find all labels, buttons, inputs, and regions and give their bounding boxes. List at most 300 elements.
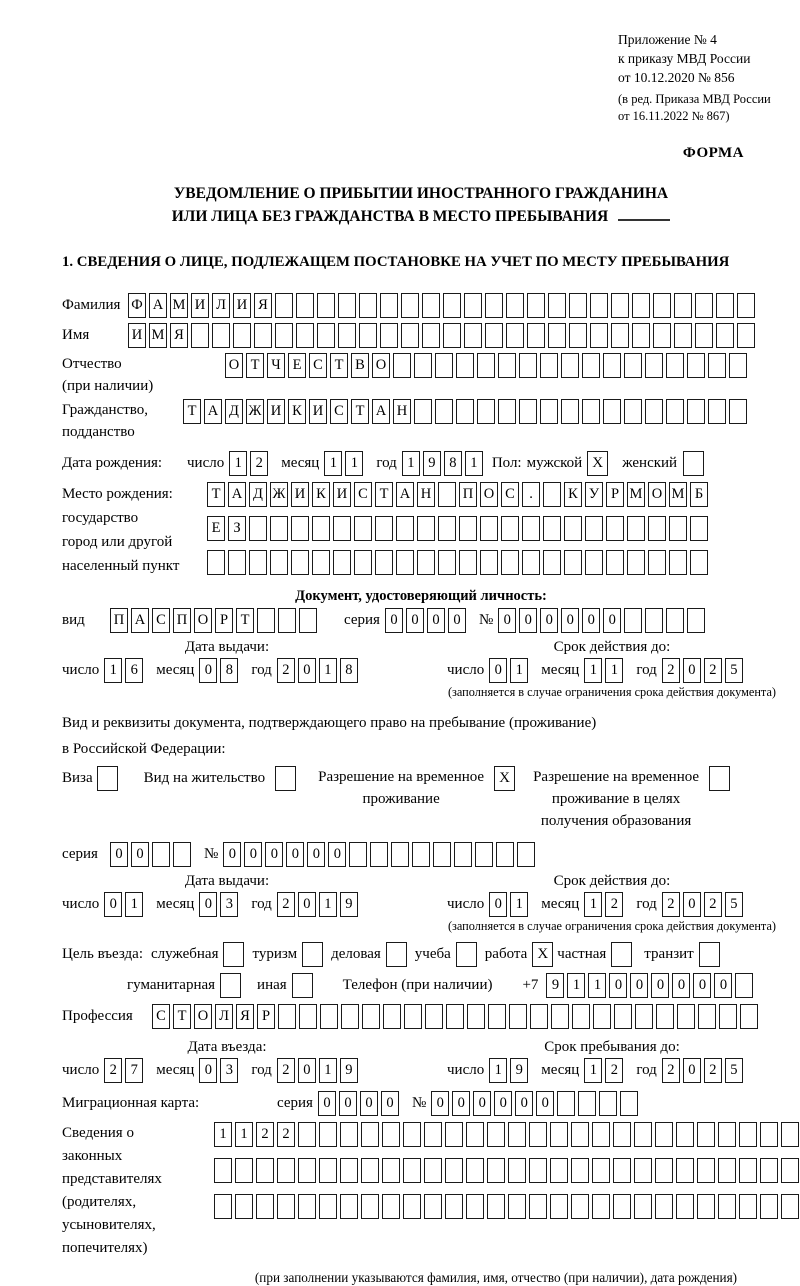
- char-cell[interactable]: 0: [540, 608, 558, 633]
- residence-permit-checkbox[interactable]: [275, 766, 296, 791]
- char-cell[interactable]: С: [152, 1004, 170, 1029]
- char-cell[interactable]: [656, 1004, 674, 1029]
- char-cell[interactable]: [496, 842, 514, 867]
- sex-male-checkbox[interactable]: X: [587, 451, 608, 476]
- char-cell[interactable]: [256, 1158, 274, 1183]
- char-cell[interactable]: [338, 323, 356, 348]
- char-cell[interactable]: [414, 353, 432, 378]
- char-cell[interactable]: А: [149, 293, 167, 318]
- char-cell[interactable]: [540, 399, 558, 424]
- char-cell[interactable]: О: [648, 482, 666, 507]
- char-cell[interactable]: [299, 608, 317, 633]
- char-cell[interactable]: [464, 293, 482, 318]
- doc-issue-day-input[interactable]: [104, 658, 146, 683]
- char-cell[interactable]: [582, 353, 600, 378]
- char-cell[interactable]: 0: [199, 892, 217, 917]
- char-cell[interactable]: 2: [277, 1058, 295, 1083]
- char-cell[interactable]: [529, 1194, 547, 1219]
- char-cell[interactable]: [624, 399, 642, 424]
- char-cell[interactable]: [435, 353, 453, 378]
- char-cell[interactable]: 1: [402, 451, 420, 476]
- char-cell[interactable]: [687, 608, 705, 633]
- char-cell[interactable]: 1: [584, 658, 602, 683]
- char-cell[interactable]: 2: [704, 658, 722, 683]
- char-cell[interactable]: [298, 1158, 316, 1183]
- char-cell[interactable]: [466, 1158, 484, 1183]
- char-cell[interactable]: А: [396, 482, 414, 507]
- char-cell[interactable]: [256, 1194, 274, 1219]
- char-cell[interactable]: [425, 1004, 443, 1029]
- char-cell[interactable]: В: [351, 353, 369, 378]
- char-cell[interactable]: [519, 353, 537, 378]
- char-cell[interactable]: К: [288, 399, 306, 424]
- char-cell[interactable]: [606, 550, 624, 575]
- char-cell[interactable]: [557, 1091, 575, 1116]
- char-cell[interactable]: [666, 399, 684, 424]
- char-cell[interactable]: 0: [298, 1058, 316, 1083]
- char-cell[interactable]: 1: [584, 892, 602, 917]
- char-cell[interactable]: [438, 516, 456, 541]
- birth-place-row1-input[interactable]: [207, 482, 711, 507]
- char-cell[interactable]: [214, 1158, 232, 1183]
- char-cell[interactable]: 0: [519, 608, 537, 633]
- char-cell[interactable]: 0: [515, 1091, 533, 1116]
- char-cell[interactable]: [501, 550, 519, 575]
- char-cell[interactable]: 1: [584, 1058, 602, 1083]
- char-cell[interactable]: П: [459, 482, 477, 507]
- char-cell[interactable]: [572, 1004, 590, 1029]
- char-cell[interactable]: А: [228, 482, 246, 507]
- char-cell[interactable]: [697, 1158, 715, 1183]
- char-cell[interactable]: 9: [510, 1058, 528, 1083]
- char-cell[interactable]: 0: [318, 1091, 336, 1116]
- char-cell[interactable]: 0: [561, 608, 579, 633]
- char-cell[interactable]: [396, 516, 414, 541]
- char-cell[interactable]: [590, 323, 608, 348]
- char-cell[interactable]: 1: [588, 973, 606, 998]
- char-cell[interactable]: [585, 516, 603, 541]
- char-cell[interactable]: [603, 353, 621, 378]
- visa-checkbox[interactable]: [97, 766, 118, 791]
- char-cell[interactable]: [611, 323, 629, 348]
- char-cell[interactable]: 0: [298, 892, 316, 917]
- char-cell[interactable]: [529, 1122, 547, 1147]
- char-cell[interactable]: [291, 550, 309, 575]
- char-cell[interactable]: [506, 293, 524, 318]
- char-cell[interactable]: 0: [683, 892, 701, 917]
- char-cell[interactable]: С: [330, 399, 348, 424]
- char-cell[interactable]: Т: [375, 482, 393, 507]
- char-cell[interactable]: [319, 1122, 337, 1147]
- char-cell[interactable]: 3: [220, 892, 238, 917]
- char-cell[interactable]: Р: [606, 482, 624, 507]
- doc-kind-input[interactable]: [110, 608, 320, 633]
- char-cell[interactable]: [362, 1004, 380, 1029]
- char-cell[interactable]: [666, 608, 684, 633]
- char-cell[interactable]: [317, 323, 335, 348]
- char-cell[interactable]: 0: [223, 842, 241, 867]
- char-cell[interactable]: У: [585, 482, 603, 507]
- permit-expiry-month-input[interactable]: [584, 892, 626, 917]
- representatives-row2-input[interactable]: [214, 1158, 800, 1183]
- char-cell[interactable]: [435, 399, 453, 424]
- char-cell[interactable]: 9: [340, 1058, 358, 1083]
- char-cell[interactable]: [564, 550, 582, 575]
- char-cell[interactable]: [340, 1194, 358, 1219]
- char-cell[interactable]: [422, 293, 440, 318]
- char-cell[interactable]: [719, 1004, 737, 1029]
- char-cell[interactable]: [634, 1158, 652, 1183]
- char-cell[interactable]: [299, 1004, 317, 1029]
- edu-permit-checkbox[interactable]: [709, 766, 730, 791]
- char-cell[interactable]: 5: [725, 892, 743, 917]
- char-cell[interactable]: [333, 550, 351, 575]
- char-cell[interactable]: 0: [693, 973, 711, 998]
- char-cell[interactable]: 1: [605, 658, 623, 683]
- char-cell[interactable]: 2: [277, 658, 295, 683]
- char-cell[interactable]: [424, 1194, 442, 1219]
- doc-issue-year-input[interactable]: [277, 658, 361, 683]
- char-cell[interactable]: Т: [351, 399, 369, 424]
- char-cell[interactable]: 0: [683, 658, 701, 683]
- char-cell[interactable]: [319, 1158, 337, 1183]
- char-cell[interactable]: [729, 353, 747, 378]
- char-cell[interactable]: [599, 1091, 617, 1116]
- purpose-business-checkbox[interactable]: [386, 942, 407, 967]
- char-cell[interactable]: Я: [170, 323, 188, 348]
- char-cell[interactable]: [349, 842, 367, 867]
- char-cell[interactable]: 1: [125, 892, 143, 917]
- char-cell[interactable]: 9: [546, 973, 564, 998]
- char-cell[interactable]: Н: [393, 399, 411, 424]
- char-cell[interactable]: [624, 353, 642, 378]
- char-cell[interactable]: [674, 323, 692, 348]
- char-cell[interactable]: [634, 1194, 652, 1219]
- char-cell[interactable]: [433, 842, 451, 867]
- char-cell[interactable]: [396, 550, 414, 575]
- char-cell[interactable]: [551, 1004, 569, 1029]
- char-cell[interactable]: Б: [690, 482, 708, 507]
- char-cell[interactable]: [333, 516, 351, 541]
- char-cell[interactable]: [464, 323, 482, 348]
- char-cell[interactable]: [645, 608, 663, 633]
- char-cell[interactable]: [571, 1158, 589, 1183]
- char-cell[interactable]: [569, 323, 587, 348]
- phone-input[interactable]: [546, 973, 756, 998]
- char-cell[interactable]: 1: [229, 451, 247, 476]
- char-cell[interactable]: [375, 516, 393, 541]
- char-cell[interactable]: И: [128, 323, 146, 348]
- char-cell[interactable]: Д: [249, 482, 267, 507]
- char-cell[interactable]: [361, 1194, 379, 1219]
- char-cell[interactable]: [278, 608, 296, 633]
- char-cell[interactable]: [674, 293, 692, 318]
- char-cell[interactable]: 0: [498, 608, 516, 633]
- char-cell[interactable]: 1: [235, 1122, 253, 1147]
- char-cell[interactable]: 2: [662, 892, 680, 917]
- char-cell[interactable]: [561, 399, 579, 424]
- char-cell[interactable]: Ж: [246, 399, 264, 424]
- char-cell[interactable]: [278, 1004, 296, 1029]
- char-cell[interactable]: Т: [173, 1004, 191, 1029]
- char-cell[interactable]: [540, 353, 558, 378]
- char-cell[interactable]: [718, 1158, 736, 1183]
- char-cell[interactable]: [361, 1158, 379, 1183]
- char-cell[interactable]: 0: [131, 842, 149, 867]
- char-cell[interactable]: 0: [406, 608, 424, 633]
- char-cell[interactable]: А: [131, 608, 149, 633]
- given-name-input[interactable]: [128, 323, 758, 348]
- char-cell[interactable]: [480, 516, 498, 541]
- char-cell[interactable]: [760, 1194, 778, 1219]
- char-cell[interactable]: [781, 1194, 799, 1219]
- char-cell[interactable]: 0: [110, 842, 128, 867]
- char-cell[interactable]: [606, 516, 624, 541]
- char-cell[interactable]: [614, 1004, 632, 1029]
- char-cell[interactable]: К: [564, 482, 582, 507]
- char-cell[interactable]: [382, 1158, 400, 1183]
- char-cell[interactable]: Т: [246, 353, 264, 378]
- char-cell[interactable]: 6: [125, 658, 143, 683]
- char-cell[interactable]: [445, 1122, 463, 1147]
- char-cell[interactable]: [781, 1158, 799, 1183]
- char-cell[interactable]: 0: [489, 892, 507, 917]
- stay-day-input[interactable]: [489, 1058, 531, 1083]
- char-cell[interactable]: [477, 399, 495, 424]
- char-cell[interactable]: 1: [489, 1058, 507, 1083]
- char-cell[interactable]: [445, 1194, 463, 1219]
- char-cell[interactable]: [417, 550, 435, 575]
- permit-number-input[interactable]: [223, 842, 538, 867]
- doc-expiry-year-input[interactable]: [662, 658, 746, 683]
- doc-number-input[interactable]: [498, 608, 708, 633]
- char-cell[interactable]: 0: [339, 1091, 357, 1116]
- char-cell[interactable]: [459, 516, 477, 541]
- char-cell[interactable]: [312, 516, 330, 541]
- char-cell[interactable]: [370, 842, 388, 867]
- migration-series-input[interactable]: [318, 1091, 402, 1116]
- char-cell[interactable]: [737, 323, 755, 348]
- char-cell[interactable]: [530, 1004, 548, 1029]
- char-cell[interactable]: О: [225, 353, 243, 378]
- temp-permit-checkbox[interactable]: X: [494, 766, 515, 791]
- char-cell[interactable]: 0: [489, 658, 507, 683]
- char-cell[interactable]: Ж: [270, 482, 288, 507]
- char-cell[interactable]: [466, 1122, 484, 1147]
- char-cell[interactable]: Е: [207, 516, 225, 541]
- char-cell[interactable]: [249, 516, 267, 541]
- char-cell[interactable]: [456, 399, 474, 424]
- char-cell[interactable]: [578, 1091, 596, 1116]
- char-cell[interactable]: [740, 1004, 758, 1029]
- char-cell[interactable]: [739, 1194, 757, 1219]
- char-cell[interactable]: [548, 323, 566, 348]
- char-cell[interactable]: И: [267, 399, 285, 424]
- char-cell[interactable]: 1: [510, 892, 528, 917]
- char-cell[interactable]: [735, 973, 753, 998]
- permit-issue-month-input[interactable]: [199, 892, 241, 917]
- char-cell[interactable]: [443, 293, 461, 318]
- char-cell[interactable]: [676, 1122, 694, 1147]
- char-cell[interactable]: [424, 1158, 442, 1183]
- char-cell[interactable]: [739, 1122, 757, 1147]
- char-cell[interactable]: Т: [236, 608, 254, 633]
- char-cell[interactable]: [517, 842, 535, 867]
- char-cell[interactable]: 1: [567, 973, 585, 998]
- char-cell[interactable]: 2: [704, 1058, 722, 1083]
- purpose-study-checkbox[interactable]: [456, 942, 477, 967]
- char-cell[interactable]: [627, 550, 645, 575]
- entry-month-input[interactable]: [199, 1058, 241, 1083]
- char-cell[interactable]: [498, 399, 516, 424]
- doc-expiry-day-input[interactable]: [489, 658, 531, 683]
- char-cell[interactable]: 1: [345, 451, 363, 476]
- char-cell[interactable]: [270, 516, 288, 541]
- char-cell[interactable]: [695, 323, 713, 348]
- char-cell[interactable]: 0: [609, 973, 627, 998]
- patronymic-input[interactable]: [225, 353, 750, 378]
- char-cell[interactable]: С: [354, 482, 372, 507]
- char-cell[interactable]: 0: [582, 608, 600, 633]
- char-cell[interactable]: [277, 1194, 295, 1219]
- char-cell[interactable]: 1: [319, 892, 337, 917]
- char-cell[interactable]: [275, 323, 293, 348]
- char-cell[interactable]: [603, 399, 621, 424]
- char-cell[interactable]: 2: [277, 1122, 295, 1147]
- purpose-tourism-checkbox[interactable]: [302, 942, 323, 967]
- char-cell[interactable]: [291, 516, 309, 541]
- char-cell[interactable]: А: [372, 399, 390, 424]
- char-cell[interactable]: П: [173, 608, 191, 633]
- char-cell[interactable]: 2: [605, 892, 623, 917]
- char-cell[interactable]: [653, 293, 671, 318]
- char-cell[interactable]: [698, 1004, 716, 1029]
- char-cell[interactable]: 0: [672, 973, 690, 998]
- char-cell[interactable]: [669, 550, 687, 575]
- char-cell[interactable]: [361, 1122, 379, 1147]
- char-cell[interactable]: 2: [277, 892, 295, 917]
- char-cell[interactable]: 0: [714, 973, 732, 998]
- char-cell[interactable]: 8: [220, 658, 238, 683]
- char-cell[interactable]: .: [522, 482, 540, 507]
- char-cell[interactable]: 0: [244, 842, 262, 867]
- permit-issue-day-input[interactable]: [104, 892, 146, 917]
- char-cell[interactable]: И: [333, 482, 351, 507]
- char-cell[interactable]: [422, 323, 440, 348]
- char-cell[interactable]: [613, 1122, 631, 1147]
- char-cell[interactable]: Л: [212, 293, 230, 318]
- char-cell[interactable]: С: [501, 482, 519, 507]
- char-cell[interactable]: 0: [494, 1091, 512, 1116]
- char-cell[interactable]: [501, 516, 519, 541]
- char-cell[interactable]: [508, 1158, 526, 1183]
- char-cell[interactable]: [548, 293, 566, 318]
- surname-input[interactable]: [128, 293, 758, 318]
- purpose-other-checkbox[interactable]: [292, 973, 313, 998]
- char-cell[interactable]: [632, 323, 650, 348]
- char-cell[interactable]: 0: [473, 1091, 491, 1116]
- char-cell[interactable]: 2: [605, 1058, 623, 1083]
- char-cell[interactable]: [648, 516, 666, 541]
- char-cell[interactable]: [338, 293, 356, 318]
- char-cell[interactable]: [620, 1091, 638, 1116]
- char-cell[interactable]: [401, 293, 419, 318]
- char-cell[interactable]: [645, 353, 663, 378]
- char-cell[interactable]: [296, 323, 314, 348]
- char-cell[interactable]: [676, 1158, 694, 1183]
- char-cell[interactable]: [277, 1158, 295, 1183]
- char-cell[interactable]: 1: [319, 658, 337, 683]
- char-cell[interactable]: [708, 353, 726, 378]
- permit-issue-year-input[interactable]: [277, 892, 361, 917]
- char-cell[interactable]: 0: [307, 842, 325, 867]
- char-cell[interactable]: [380, 293, 398, 318]
- char-cell[interactable]: 0: [286, 842, 304, 867]
- char-cell[interactable]: М: [669, 482, 687, 507]
- char-cell[interactable]: [466, 1194, 484, 1219]
- purpose-official-checkbox[interactable]: [223, 942, 244, 967]
- char-cell[interactable]: [781, 1122, 799, 1147]
- char-cell[interactable]: [624, 608, 642, 633]
- char-cell[interactable]: [467, 1004, 485, 1029]
- char-cell[interactable]: [487, 1194, 505, 1219]
- char-cell[interactable]: [592, 1158, 610, 1183]
- char-cell[interactable]: С: [152, 608, 170, 633]
- char-cell[interactable]: [632, 293, 650, 318]
- char-cell[interactable]: [653, 323, 671, 348]
- char-cell[interactable]: [359, 323, 377, 348]
- char-cell[interactable]: [571, 1194, 589, 1219]
- char-cell[interactable]: [446, 1004, 464, 1029]
- char-cell[interactable]: 0: [630, 973, 648, 998]
- char-cell[interactable]: [697, 1122, 715, 1147]
- char-cell[interactable]: [561, 353, 579, 378]
- char-cell[interactable]: [669, 516, 687, 541]
- char-cell[interactable]: Я: [254, 293, 272, 318]
- char-cell[interactable]: [443, 323, 461, 348]
- char-cell[interactable]: М: [627, 482, 645, 507]
- char-cell[interactable]: [312, 550, 330, 575]
- char-cell[interactable]: [571, 1122, 589, 1147]
- char-cell[interactable]: [708, 399, 726, 424]
- char-cell[interactable]: [716, 293, 734, 318]
- char-cell[interactable]: И: [191, 293, 209, 318]
- char-cell[interactable]: С: [309, 353, 327, 378]
- entry-year-input[interactable]: [277, 1058, 361, 1083]
- migration-number-input[interactable]: [431, 1091, 641, 1116]
- char-cell[interactable]: 0: [381, 1091, 399, 1116]
- char-cell[interactable]: [550, 1194, 568, 1219]
- char-cell[interactable]: [424, 1122, 442, 1147]
- char-cell[interactable]: 0: [265, 842, 283, 867]
- char-cell[interactable]: [417, 516, 435, 541]
- representatives-row3-input[interactable]: [214, 1194, 800, 1219]
- char-cell[interactable]: [414, 399, 432, 424]
- char-cell[interactable]: [393, 353, 411, 378]
- char-cell[interactable]: 0: [603, 608, 621, 633]
- char-cell[interactable]: [677, 1004, 695, 1029]
- doc-series-input[interactable]: [385, 608, 469, 633]
- char-cell[interactable]: [527, 293, 545, 318]
- char-cell[interactable]: П: [110, 608, 128, 633]
- char-cell[interactable]: [666, 353, 684, 378]
- char-cell[interactable]: Т: [330, 353, 348, 378]
- char-cell[interactable]: [382, 1122, 400, 1147]
- char-cell[interactable]: [207, 550, 225, 575]
- char-cell[interactable]: [655, 1194, 673, 1219]
- char-cell[interactable]: [582, 399, 600, 424]
- char-cell[interactable]: [590, 293, 608, 318]
